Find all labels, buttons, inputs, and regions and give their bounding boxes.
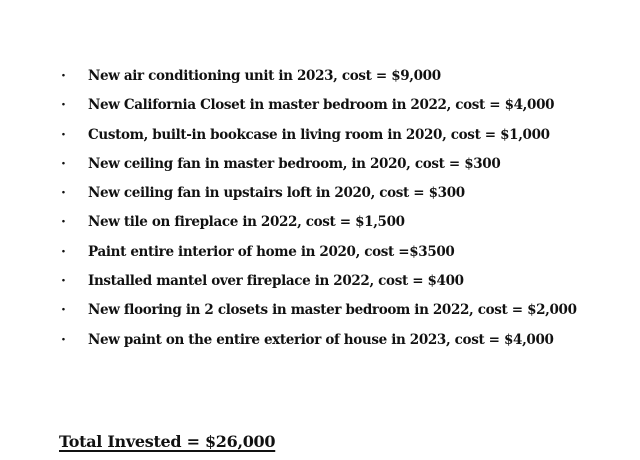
bullet-icon: · [61, 155, 66, 172]
list-item-text: New air conditioning unit in 2023, cost = $9,000 [88, 68, 441, 84]
total-invested: Total Invested = $26,000 [59, 432, 276, 451]
list-item-text: New California Closet in master bedroom in 2022, cost = $4,000 [88, 97, 555, 114]
list-item [0, 267, 640, 296]
list-item [0, 238, 640, 267]
list-item-text: Paint entire interior of home in 2020, cost =$3500 [88, 243, 455, 260]
list-item-text: Custom, built-in bookcase in living room in 2020, cost = $1,000 [88, 126, 550, 143]
bullet-icon: · [61, 331, 66, 348]
bullet-icon: · [61, 243, 66, 260]
list-item-text: New paint on the entire exterior of house in 2023, cost = $4,000 [88, 331, 554, 348]
list-item-text: New tile on fireplace in 2022, cost = $1,500 [88, 214, 405, 231]
bullet-icon: · [61, 273, 66, 290]
list-item [0, 296, 640, 325]
bullet-icon: · [61, 214, 66, 231]
list-item-text: New ceiling fan in master bedroom, in 2020, cost = $300 [88, 155, 501, 172]
list-item [0, 326, 640, 355]
list-item [0, 179, 640, 208]
list-item [0, 208, 640, 237]
bullet-icon: · [61, 302, 66, 319]
improvements-list [0, 62, 640, 355]
bullet-icon: · [61, 185, 66, 202]
list-item [0, 150, 640, 179]
bullet-icon: · [61, 126, 66, 143]
list-item [0, 62, 640, 91]
bullet-icon: · [61, 68, 66, 84]
list-item-text: New ceiling fan in upstairs loft in 2020, cost = $300 [88, 185, 465, 202]
list-item [0, 121, 640, 150]
list-item-text: New flooring in 2 closets in master bedroom in 2022, cost = $2,000 [88, 302, 577, 319]
bullet-icon: · [61, 97, 66, 114]
list-item [0, 91, 640, 120]
list-item-text: Installed mantel over fireplace in 2022, cost = $400 [88, 273, 464, 290]
